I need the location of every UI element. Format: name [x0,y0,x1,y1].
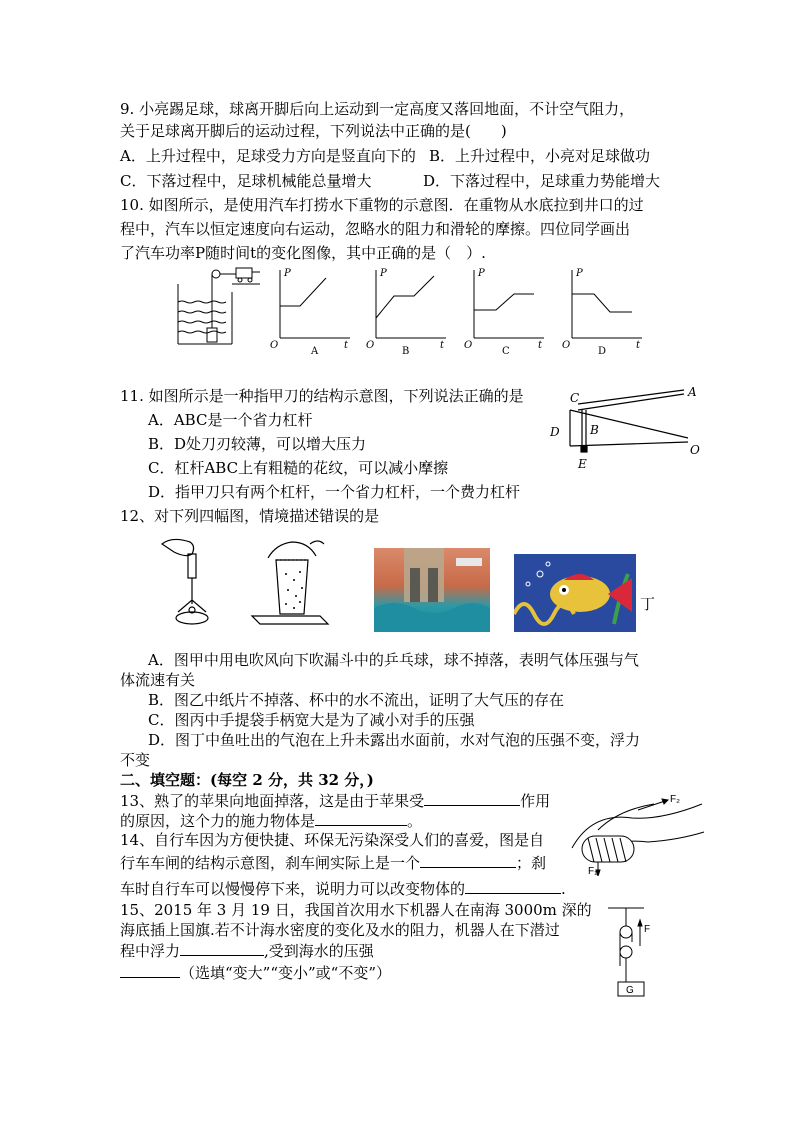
clipper-label-d: D [550,425,560,439]
q14-line3 [120,878,566,899]
graph-c [464,268,544,357]
section-two-title: 二、填空题：(每空 2 分，共 32 分，) [120,771,374,789]
q13-blank-1[interactable] [424,790,520,806]
q14-line1: 14、自行车因为方便快捷、环保无污染深受人们的喜爱，图是自 [120,831,545,849]
q15-blank-2[interactable] [120,962,180,978]
q13-text-c: 的原因，这个力的施力物体是 [120,812,316,830]
q14-text-d: . [561,880,566,898]
q15-line1: 15、2015 年 3 月 19 日，我国首次用水下机器人在南海 3000m 深的 [120,901,592,919]
q9-option-b: B．上升过程中，小亮对足球做功 [429,147,651,165]
clipper-label-a: A [688,385,697,399]
graph-d-ylabel: P [576,268,583,279]
q12-option-a-line1: A．图甲中用电吹风向下吹漏斗中的乒乓球，球不掉落，表明气体压强与气 [148,651,639,669]
clipper-label-c: C [570,391,580,405]
graph-b-xlabel: t [440,340,445,351]
q15-line4 [120,962,391,983]
q12-option-d-line2: 不变 [120,751,151,769]
clipper-label-o: O [690,443,700,457]
hair-dryer-funnel-figure [158,538,218,632]
pulley-weight-label: G [626,985,634,996]
bicycle-brake-diagram [568,790,708,876]
q11-option-d: D．指甲刀只有两个杠杆，一个省力杠杆，一个费力杠杆 [148,483,521,501]
graph-c-origin: O [464,340,473,351]
q11-stem: 11. 如图所示是一种指甲刀的结构示意图，下列说法正确的是 [120,387,524,405]
nail-clipper-diagram [548,380,706,472]
shopping-bag-photo [374,548,490,632]
q11-option-b: B．D处刀刃较薄，可以增大压力 [148,435,367,453]
graph-a-ylabel: P [284,268,291,279]
q15-text-c: （选填“变大”“变小”或“不变”） [180,964,392,982]
graph-d-origin: O [562,340,571,351]
q15-text-a: 程中浮力 [120,942,181,960]
q13-text-a: 13、熟了的苹果向地面掉落，这是由于苹果受 [120,792,425,810]
clipper-label-b: B [590,423,599,437]
q13-line1 [120,790,550,811]
q12-stem: 12、对下列四幅图，情境描述错误的是 [120,507,380,525]
fish-painting [514,554,636,632]
well-car-diagram [172,262,264,348]
graph-d [562,268,642,357]
graph-b-origin: O [366,340,375,351]
pulley-diagram [604,906,664,1006]
graph-d-xlabel: t [636,340,641,351]
q14-line2 [120,852,546,873]
q13-text-d: 。 [407,812,423,830]
q11-option-a: A．ABC是一个省力杠杆 [148,411,313,429]
q13-blank-2[interactable] [315,810,407,826]
q10-stem-line3: 了汽车功率P随时间t的变化图像，其中正确的是（ ）. [120,244,486,262]
graph-b-ylabel: P [380,268,387,279]
q12-option-a-line2: 体流速有关 [120,671,196,689]
q14-blank-1[interactable] [420,852,516,868]
clipper-label-e: E [578,457,587,471]
power-time-graphs [268,266,648,358]
q14-text-a: 行车车闸的结构示意图，刹车闸实际上是一个 [120,854,421,872]
q9-option-d: D．下落过程中，足球重力势能增大 [423,172,661,190]
cup-paper-figure [248,530,340,632]
q13-text-b: 作用 [520,792,551,810]
brake-force-f1: F₁ [588,866,598,876]
graph-c-xlabel: t [538,340,543,351]
graph-b [366,268,446,357]
q15-text-b: ,受到海水的压强 [264,942,374,960]
q14-text-b: ；刹 [516,854,547,872]
q13-line2 [120,810,422,831]
q12-option-c: C．图丙中手提袋手柄宽大是为了减小对手的压强 [148,711,475,729]
graph-a-xlabel: t [344,340,349,351]
q9-option-a: A．上升过程中，足球受力方向是竖直向下的 [120,147,416,165]
brake-force-f2: F₂ [670,794,680,805]
q14-text-c: 车时自行车可以慢慢停下来，说明力可以改变物体的 [120,880,466,898]
q15-line2: 海底插上国旗.若不计海水密度的变化及水的阻力，机器人在下潜过 [120,921,560,939]
graph-a-origin: O [270,340,279,351]
q12-option-d-line1: D．图丁中鱼吐出的气泡在上升未露出水面前，水对气泡的压强不变，浮力 [148,731,641,749]
graph-a [270,268,350,357]
figure-ding-label: 丁 [640,595,656,613]
q14-blank-2[interactable] [465,878,561,894]
q10-stem-line1: 10. 如图所示，是使用汽车打捞水下重物的示意图．在重物从水底拉到井口的过 [120,196,644,214]
graph-a-caption: A [311,346,319,357]
q11-option-c: C．杠杆ABC上有粗糙的花纹，可以减小摩擦 [148,459,449,477]
q9-stem-line2: 关于足球离开脚后的运动过程，下列说法中正确的是( ) [120,122,507,140]
q10-stem-line2: 程中，汽车以恒定速度向右运动，忽略水的阻力和滑轮的摩擦。四位同学画出 [120,220,631,238]
q9-option-c: C．下落过程中，足球机械能总量增大 [120,172,372,190]
graph-d-caption: D [598,346,607,357]
q12-option-b: B．图乙中纸片不掉落、杯中的水不流出，证明了大气压的存在 [148,691,565,709]
q9-stem-line1: 9. 小亮踢足球，球离开脚后向上运动到一定高度又落回地面，不计空气阻力， [120,100,635,118]
graph-c-caption: C [502,346,510,357]
graph-c-ylabel: P [478,268,485,279]
graph-b-caption: B [402,346,410,357]
q15-blank-1[interactable] [180,940,264,956]
q15-line3 [120,940,374,961]
pulley-force-label: F [644,924,651,935]
